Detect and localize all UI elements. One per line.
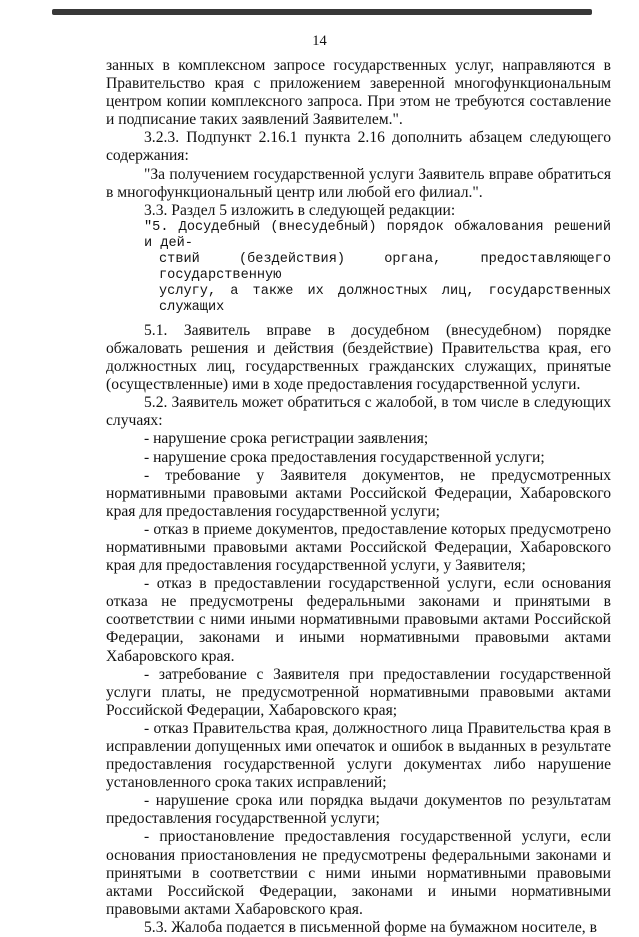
list-item: - нарушение срока регистрации заявления; bbox=[144, 430, 429, 448]
list-item: - приостановление предоставления государственной услуги, если основания приостановления не предусмотрены федеральными законами и принятыми в соответствии с ними иными нормативными правовыми актами Российской Федерации, законами и иными нормативными правовыми актами Хабаровского края. bbox=[106, 828, 611, 918]
paragraph: 5.1. Заявитель вправе в досудебном (внесудебном) порядке обжаловать решения и действия (бездействие) Правительства края, его должностных лиц, государственных гражданских служащих, принятые (осуществленные) ими в ходе предоставления государственной услуги. bbox=[106, 321, 611, 394]
section-heading-line: услугу, а также их должностных лиц, государственных служащих bbox=[159, 283, 611, 315]
list-item: - отказ в приеме документов, предоставление которых предусмотрено нормативными правовыми актами Российской Федерации, Хабаровского края для предоставления государственной услуги, у Заявителя; bbox=[106, 520, 611, 575]
paragraph: 5.3. Жалоба подается в письменной форме на бумажном носителе, в bbox=[144, 918, 597, 936]
list-item: - нарушение срока или порядка выдачи документов по результатам предоставления государственной услуги; bbox=[106, 792, 611, 828]
section-heading bbox=[106, 220, 611, 316]
document-body bbox=[106, 57, 611, 937]
list-item: - нарушение срока предоставления государственной услуги; bbox=[144, 448, 545, 466]
section-heading-line: "5. Досудебный (внесудебный) порядок обжалования решений и дей- bbox=[144, 219, 611, 251]
list-item: - отказ Правительства края, должностного лица Правительства края в исправлении допущенных ими опечаток и ошибок в выданных в результате предоставления государственной услуги документах либо нарушение установленного срока таких исправлений; bbox=[106, 719, 611, 792]
list-item: - затребование с Заявителя при предоставлении государственной услуги платы, не предусмотренной нормативными правовыми актами Российской Федерации, Хабаровского края; bbox=[106, 665, 611, 719]
paragraph: "За получением государственной услуги Заявитель вправе обратиться в многофункциональный центр или любой его филиал.". bbox=[106, 165, 611, 201]
paragraph: занных в комплексном запросе государственных услуг, направляются в Правительство края с приложением заверенной многофункциональным центром копии комплексного запроса. При этом не требуются составление и подписание таких заявлений Заявителем.". bbox=[106, 57, 611, 129]
page-number: 14 bbox=[312, 33, 327, 49]
paragraph: 3.3. Раздел 5 изложить в следующей редакции: bbox=[144, 201, 456, 219]
top-scan-border bbox=[52, 9, 592, 15]
paragraph: 5.2. Заявитель может обратиться с жалобой, в том числе в следующих случаях: bbox=[106, 394, 611, 430]
list-item: - отказ в предоставлении государственной услуги, если основания отказа не предусмотрены федеральными законами и принятыми в соответствии с ними иными нормативными правовыми актами Российской Федерации, законами и иными нормативными правовыми актами Хабаровского края. bbox=[106, 575, 611, 665]
section-heading-line: ствий (бездействия) органа, предоставляющего государственную bbox=[159, 251, 611, 283]
paragraph: 3.2.3. Подпункт 2.16.1 пункта 2.16 дополнить абзацем следующего содержания: bbox=[106, 129, 611, 165]
list-item: - требование у Заявителя документов, не предусмотренных нормативными правовыми актами Российской Федерации, Хабаровского края для предоставления государственной услуги; bbox=[106, 466, 611, 520]
